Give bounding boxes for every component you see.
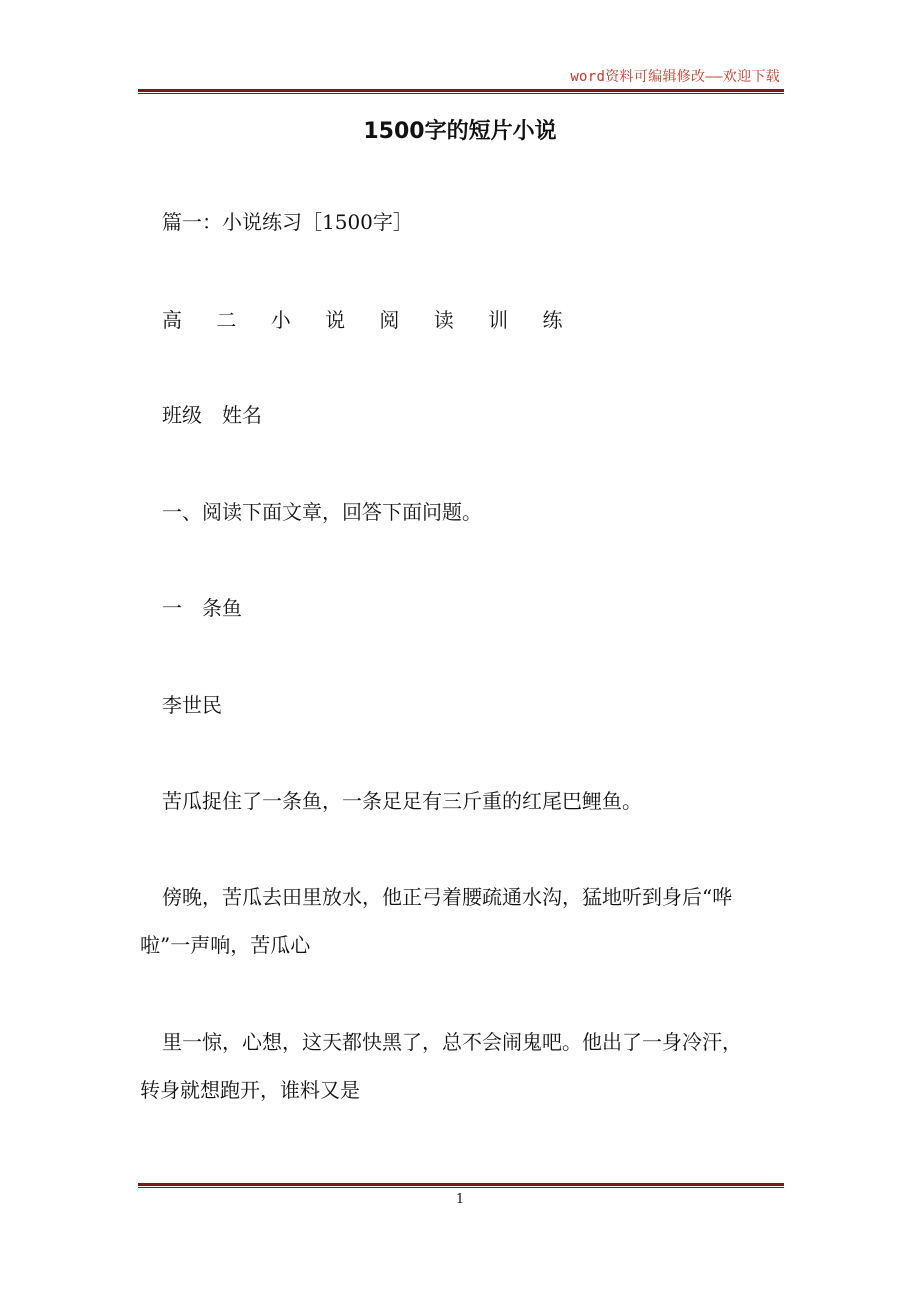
paragraph-class-name: 班级 姓名: [162, 403, 262, 427]
footer-rule: [138, 1183, 784, 1188]
header-rule: [138, 89, 784, 94]
paragraph-instruction: 一、阅读下面文章，回答下面问题。: [162, 500, 482, 524]
document-title: 1500字的短片小说: [363, 119, 557, 144]
header-watermark-text: word资料可编辑修改——欢迎下载: [570, 69, 780, 85]
paragraph-body-2-line1: 傍晚，苦瓜去田里放水，他正弓着腰疏通水沟，猛地听到身后“哗: [162, 885, 733, 909]
page-number: 1: [455, 1192, 465, 1207]
paragraph-story-title: 一 条鱼: [162, 596, 242, 620]
paragraph-body-2-line2: 啦”一声响，苦瓜心: [140, 933, 311, 957]
paragraph-section-heading: 篇一：小说练习［1500字］: [162, 210, 413, 234]
paragraph-training-title: 高 二 小 说 阅 读 训 练: [162, 308, 577, 332]
paragraph-body-1: 苦瓜捉住了一条鱼，一条足足有三斤重的红尾巴鲤鱼。: [162, 789, 642, 813]
paragraph-body-3-line1: 里一惊，心想，这天都快黑了，总不会闹鬼吧。他出了一身冷汗，: [162, 1030, 742, 1054]
paragraph-body-3-line2: 转身就想跑开，谁料又是: [140, 1078, 360, 1102]
paragraph-author: 李世民: [162, 693, 222, 717]
